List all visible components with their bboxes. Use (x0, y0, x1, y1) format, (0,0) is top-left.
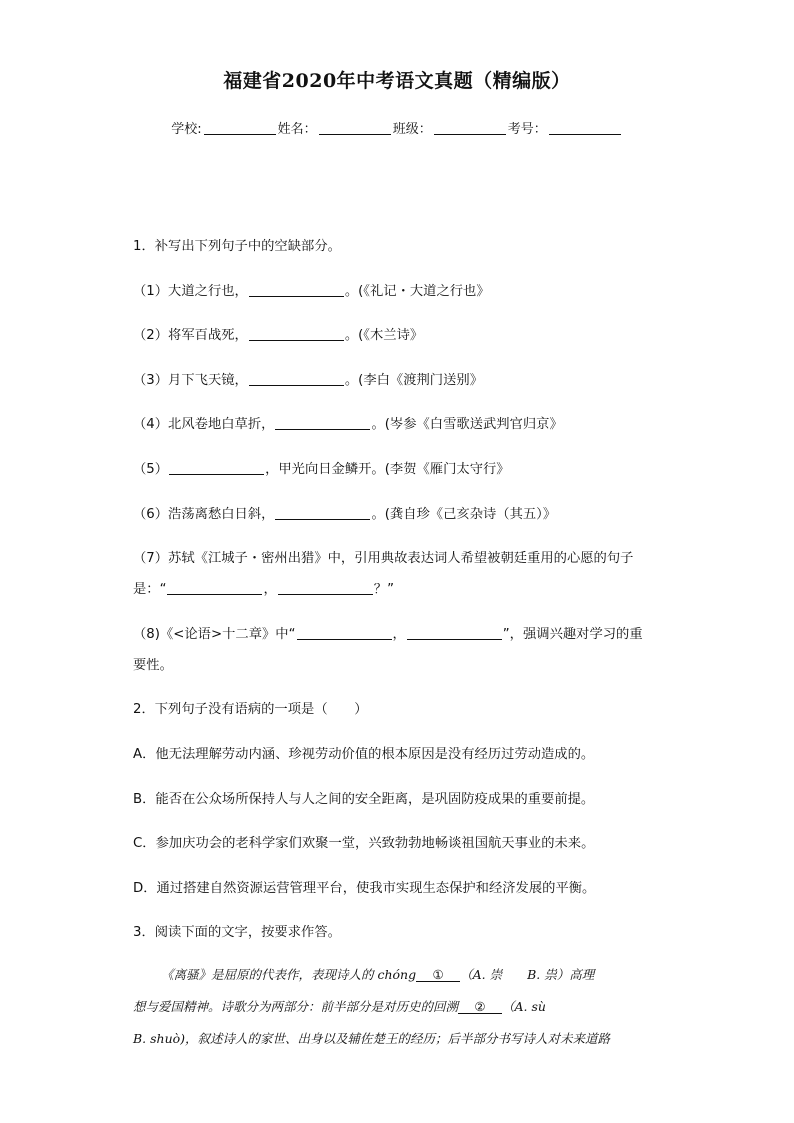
q3-passage-line2-a: 想与爱国精神。诗歌分为两部分：前半部分是对历史的回溯 (133, 999, 459, 1014)
q1-item-7-blank-2[interactable] (278, 582, 373, 595)
q1-item-8-line2: 要性。 (133, 658, 173, 673)
q1-stem: 1．补写出下列句子中的空缺部分。 (133, 239, 341, 254)
q3-passage-line1-a: 《离骚》是屈原的代表作，表现诗人的 chóng (161, 967, 417, 982)
student-info-line (0, 118, 794, 137)
q1-item-4 (133, 413, 563, 432)
q3-passage-line2-b: （A. sù (502, 999, 546, 1014)
q3-passage-line1-b: （A. 崇 B. 祟）高理 (460, 967, 595, 982)
class-blank[interactable] (434, 122, 506, 135)
q3-stem: 3．阅读下面的文字，按要求作答。 (133, 925, 341, 940)
q2-option-d[interactable]: D．通过搭建自然资源运营管理平台，使我市实现生态保护和经济发展的平衡。 (133, 881, 596, 896)
q1-item-7-pre: 是：“ (133, 582, 167, 597)
q1-item-4-blank[interactable] (275, 417, 370, 430)
q1-item-8-post: ”，强调兴趣对学习的重 (502, 627, 643, 642)
class-label: 班级： (392, 122, 432, 137)
q1-item-8-blank-2[interactable] (407, 627, 502, 640)
q1-item-5 (133, 458, 510, 477)
q1-item-7-post: ？” (373, 582, 394, 597)
q1-item-8-line1 (133, 623, 643, 642)
q1-item-8-blank-1[interactable] (297, 627, 392, 640)
q3-passage-line1 (161, 965, 594, 983)
q1-item-5-post: ，甲光向日金鳞开。(李贺《雁门太守行》 (265, 462, 510, 477)
q1-item-6-post: 。(龚自珍《己亥杂诗（其五）》 (371, 507, 557, 522)
q1-item-5-pre: （5） (133, 462, 169, 477)
q1-item-4-post: 。(岑参《白雪歌送武判官归京》 (371, 417, 563, 432)
q1-item-2-post: 。(《木兰诗》 (344, 328, 424, 343)
school-blank[interactable] (204, 122, 276, 135)
q1-item-8-mid: ， (392, 627, 406, 642)
q1-item-1 (133, 280, 490, 299)
q1-item-1-pre: （1）大道之行也， (133, 284, 248, 299)
q1-item-2-blank[interactable] (249, 328, 344, 341)
q1-item-7-line2 (133, 578, 394, 597)
q2-stem: 2．下列句子没有语病的一项是（ ） (133, 702, 368, 717)
page-title: 福建省2020年中考语文真题（精编版） (223, 70, 571, 92)
q1-item-6-pre: （6）浩荡离愁白日斜， (133, 507, 275, 522)
q2-option-c[interactable]: C．参加庆功会的老科学家们欢聚一堂，兴致勃勃地畅谈祖国航天事业的未来。 (133, 836, 595, 851)
q1-item-1-blank[interactable] (249, 284, 344, 297)
q3-blank-2[interactable]: ② (458, 999, 502, 1014)
name-blank[interactable] (319, 122, 391, 135)
q1-item-1-post: 。(《礼记・大道之行也》 (344, 284, 490, 299)
number-label: 考号： (507, 122, 547, 137)
q1-item-7-mid: ， (263, 582, 277, 597)
name-label: 姓名： (277, 122, 317, 137)
q1-item-4-pre: （4）北风卷地白草折， (133, 417, 275, 432)
q1-item-8-pre: （8)《<论语>十二章》中“ (133, 627, 296, 642)
q1-item-2-pre: （2）将军百战死， (133, 328, 248, 343)
q1-item-5-blank[interactable] (169, 462, 264, 475)
q1-item-3-post: 。(李白《渡荆门送别》 (344, 373, 483, 388)
q1-item-2 (133, 324, 423, 343)
q2-option-a[interactable]: A．他无法理解劳动内涵、珍视劳动价值的根本原因是没有经历过劳动造成的。 (133, 747, 595, 762)
q1-item-3 (133, 369, 483, 388)
q1-item-7-blank-1[interactable] (167, 582, 262, 595)
q3-blank-1[interactable]: ① (416, 967, 460, 982)
q2-option-b[interactable]: B．能否在公众场所保持人与人之间的安全距离，是巩固防疫成果的重要前提。 (133, 792, 595, 807)
q1-item-6 (133, 503, 556, 522)
q1-item-7-line1: （7）苏轼《江城子・密州出猎》中，引用典故表达词人希望被朝廷重用的心愿的句子 (133, 551, 634, 566)
q3-passage-line3: B. shuò)，叙述诗人的家世、出身以及辅佐楚王的经历；后半部分书写诗人对未来道路 (133, 1031, 611, 1046)
q1-item-3-blank[interactable] (249, 373, 344, 386)
q3-passage-line2 (133, 997, 546, 1015)
q1-item-6-blank[interactable] (275, 507, 370, 520)
q1-item-3-pre: （3）月下飞天镜， (133, 373, 248, 388)
number-blank[interactable] (549, 122, 621, 135)
school-label: 学校: (171, 122, 202, 137)
